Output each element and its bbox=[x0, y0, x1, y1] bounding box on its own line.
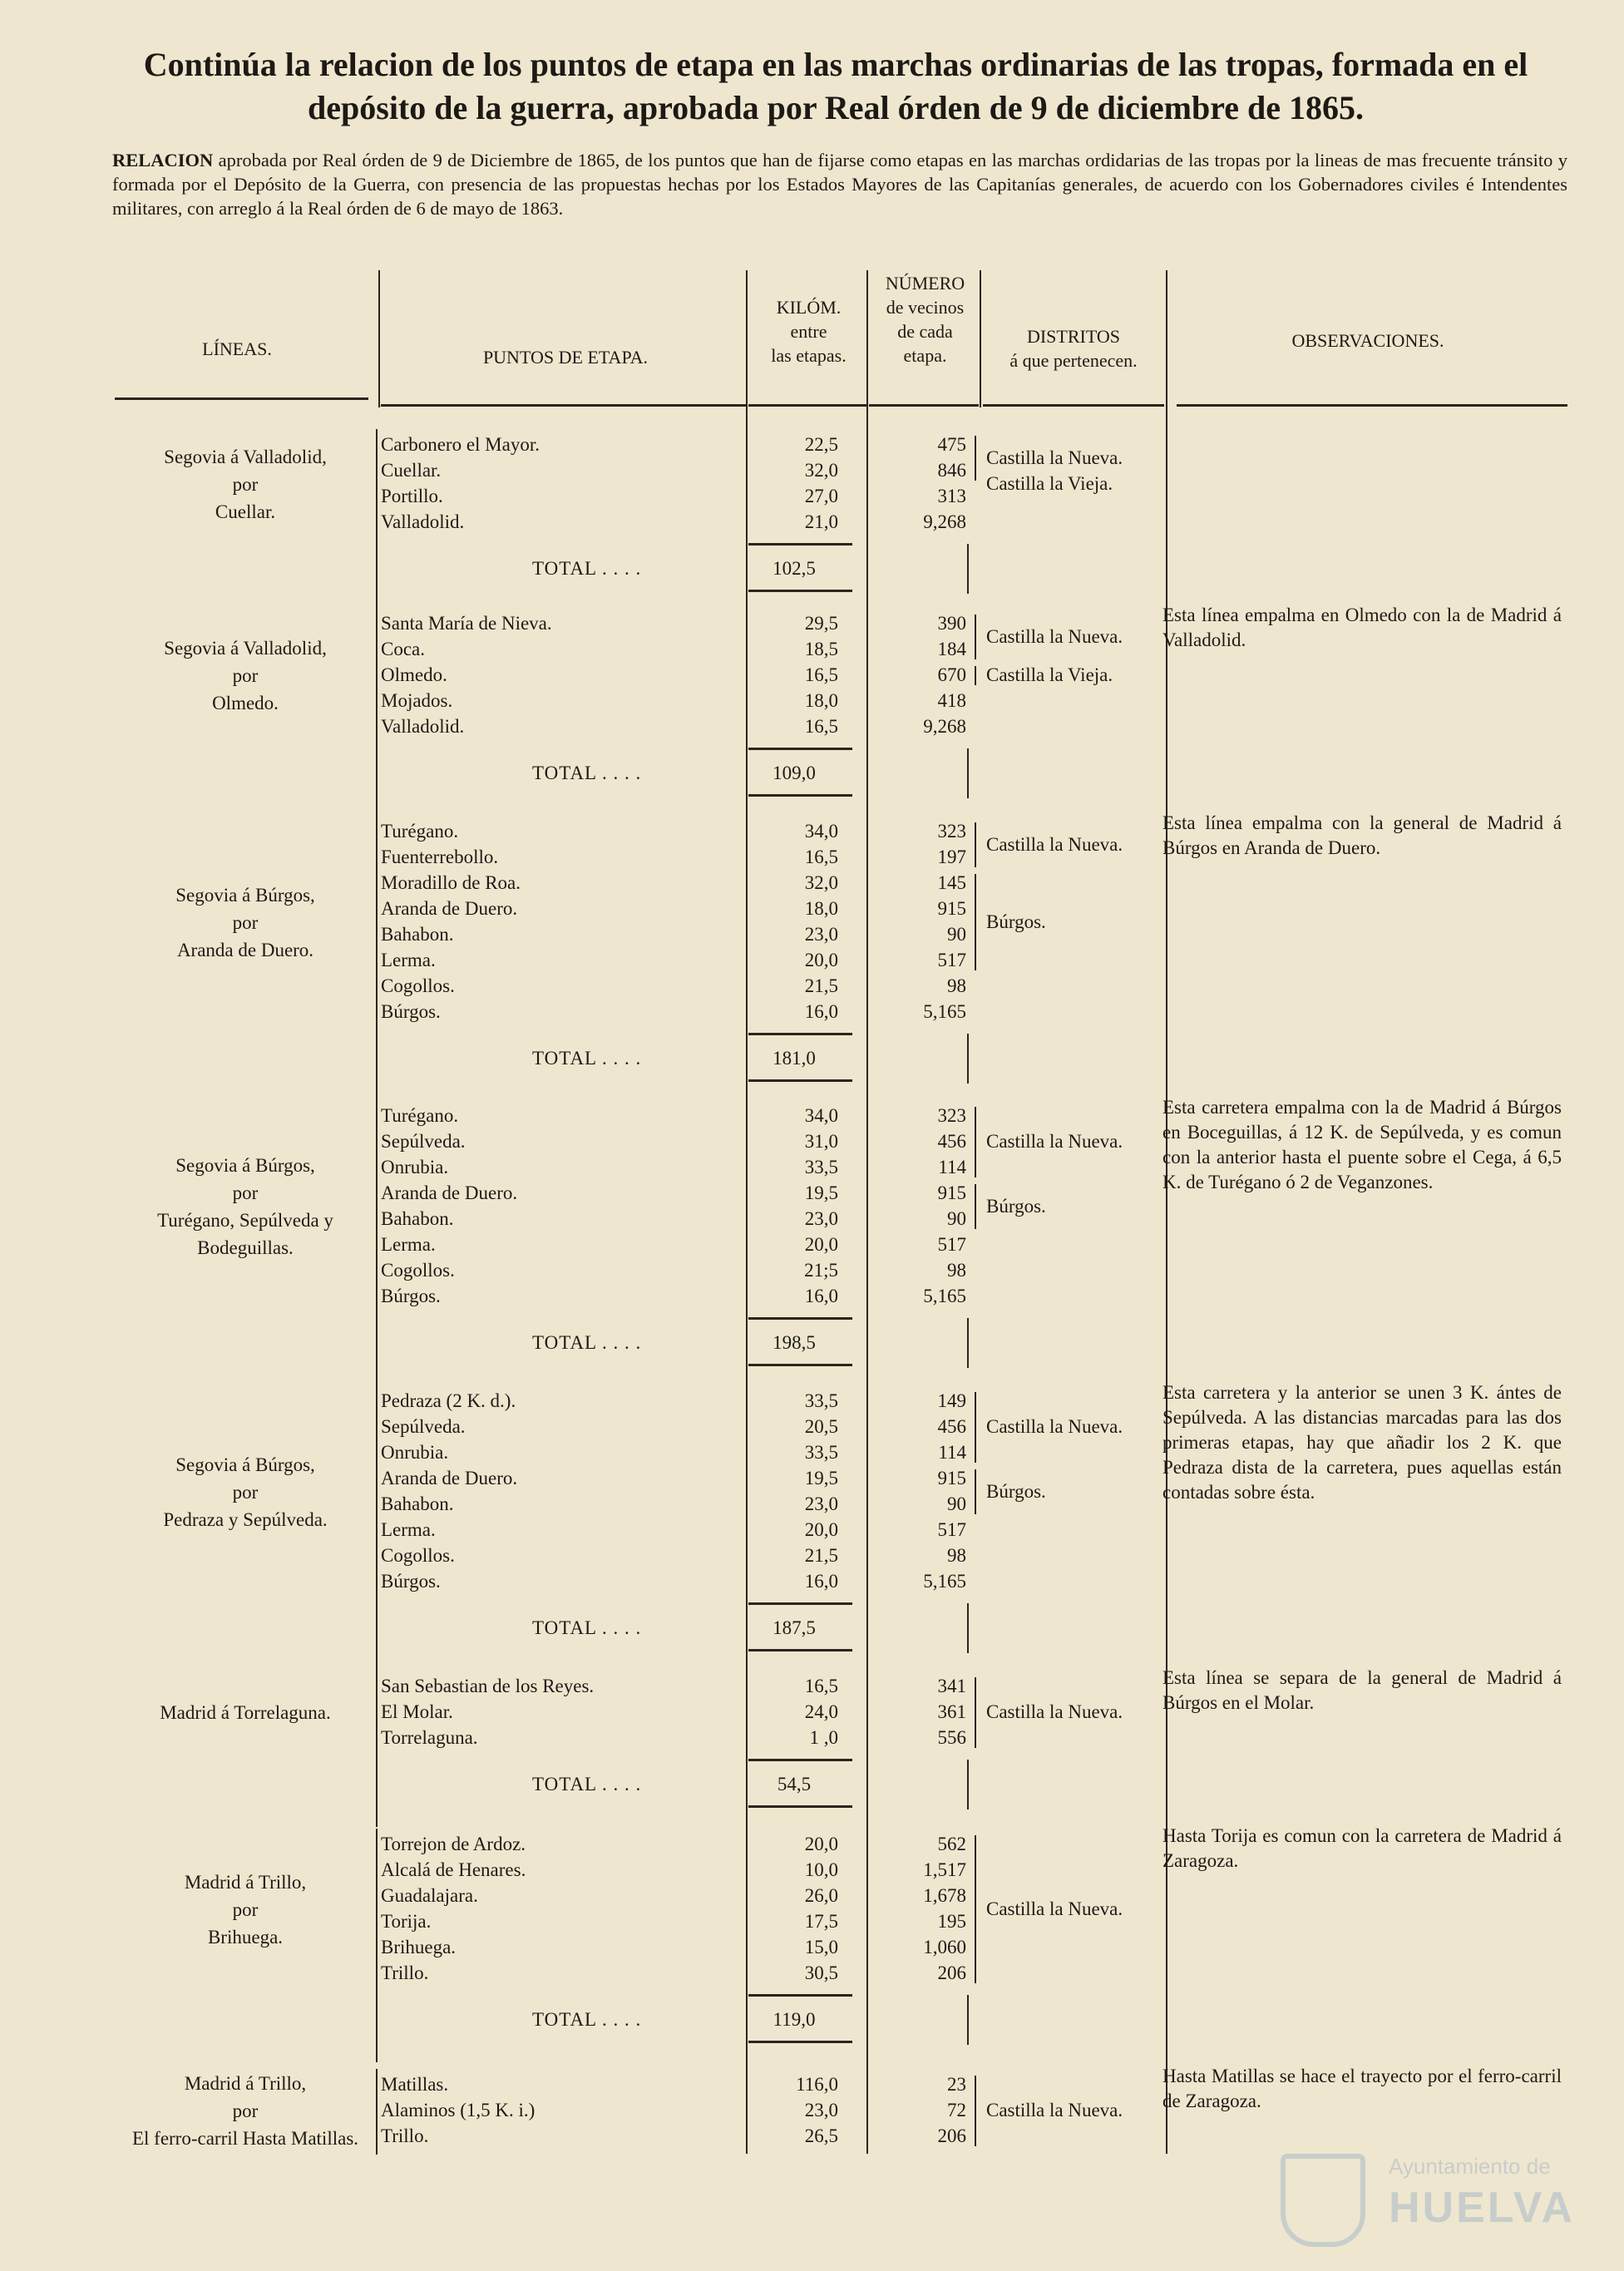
etapa-vecinos: 206 bbox=[937, 2125, 966, 2146]
line-name-part: Turégano, Sepúlveda y bbox=[157, 1210, 333, 1231]
total-rule-top bbox=[748, 1317, 852, 1320]
etapa-km: 23,0 bbox=[804, 1493, 838, 1514]
line-name-part: Segovia á Búrgos, bbox=[175, 1155, 315, 1176]
etapa-km: 21,5 bbox=[804, 1545, 838, 1566]
district-name: Búrgos. bbox=[986, 911, 1046, 932]
etapa-point: Búrgos. bbox=[381, 1571, 441, 1592]
etapa-vecinos: 313 bbox=[937, 486, 966, 506]
total-value: 119,0 bbox=[773, 2009, 816, 2030]
etapa-point: Torija. bbox=[381, 1911, 432, 1932]
district-brace bbox=[975, 1677, 976, 1748]
total-rule-bottom bbox=[748, 1649, 852, 1651]
etapa-vecinos: 517 bbox=[937, 950, 966, 970]
etapa-vecinos: 1,517 bbox=[923, 1859, 966, 1880]
district-brace bbox=[975, 1392, 976, 1463]
etapa-km: 23,0 bbox=[804, 2100, 838, 2120]
header-rule-num bbox=[869, 404, 979, 407]
etapa-km: 34,0 bbox=[804, 821, 838, 842]
etapa-km: 20,0 bbox=[804, 1519, 838, 1540]
etapa-km: 16,5 bbox=[804, 664, 838, 685]
header-dist-line1: DISTRITOS bbox=[1026, 326, 1121, 347]
etapa-point: Sepúlveda. bbox=[381, 1416, 466, 1437]
line-name bbox=[108, 1869, 383, 1951]
etapa-point: Torrejon de Ardoz. bbox=[381, 1834, 526, 1854]
etapa-vecinos: 390 bbox=[937, 613, 966, 634]
etapa-vecinos: 90 bbox=[947, 924, 966, 945]
observation-text: Esta carretera y la anterior se unen 3 K. ántes de Sepúlveda. A las distancias marcadas para las dos primeras etapas, hay que añadir los 2 K. que Pedraza dista de la carretera, pues aquellas están contadas sobre ésta. bbox=[1162, 1382, 1562, 1503]
header-dist-line2: á que pertenecen. bbox=[1009, 350, 1138, 371]
district-brace bbox=[975, 1184, 976, 1229]
etapa-km: 19,5 bbox=[804, 1468, 838, 1488]
line-name-part: Madrid á Trillo, bbox=[184, 1871, 307, 1893]
etapa-vecinos: 114 bbox=[938, 1157, 966, 1177]
line-name bbox=[108, 443, 383, 526]
district-brace bbox=[975, 666, 976, 685]
etapa-point: Aranda de Duero. bbox=[381, 1468, 518, 1488]
etapa-point: Lerma. bbox=[381, 1519, 436, 1540]
observation-text: Hasta Matillas se hace el trayecto por el ferro-carril de Zaragoza. bbox=[1162, 2066, 1562, 2111]
line-name-part: por bbox=[232, 665, 259, 686]
total-label: TOTAL . . . . bbox=[532, 1617, 642, 1638]
line-name-part: Segovia á Valladolid, bbox=[164, 446, 327, 467]
etapa-point: Coca. bbox=[381, 639, 426, 659]
etapa-vecinos: 5,165 bbox=[923, 1001, 966, 1022]
line-name-part: Segovia á Búrgos, bbox=[175, 884, 315, 906]
etapa-km: 32,0 bbox=[804, 872, 838, 893]
etapa-km: 33,5 bbox=[804, 1442, 838, 1463]
header-km bbox=[748, 295, 869, 368]
etapa-point: Cogollos. bbox=[381, 975, 455, 996]
total-label: TOTAL . . . . bbox=[532, 1048, 642, 1069]
line-name-part: por bbox=[232, 473, 259, 495]
etapa-km: 18,5 bbox=[804, 639, 838, 659]
points-bracket bbox=[376, 1385, 378, 1671]
header-rule-lineas bbox=[115, 397, 368, 400]
etapa-vecinos: 72 bbox=[947, 2100, 966, 2120]
etapa-point: El Molar. bbox=[381, 1701, 453, 1722]
etapa-km: 15,0 bbox=[804, 1937, 838, 1958]
total-rule-bottom bbox=[748, 1805, 852, 1808]
line-name-part: Madrid á Trillo, bbox=[184, 2073, 307, 2094]
line-name-part: El ferro-carril Hasta Matillas. bbox=[131, 2128, 359, 2149]
observation-text: Hasta Torija es comun con la carretera de Madrid á Zaragoza. bbox=[1162, 1825, 1562, 1871]
total-value: 102,5 bbox=[773, 558, 816, 579]
total-value: 181,0 bbox=[773, 1048, 816, 1069]
line-name-part: Pedraza y Sepúlveda. bbox=[163, 1508, 328, 1530]
etapa-km: 16,5 bbox=[804, 716, 838, 737]
total-rule-top bbox=[748, 543, 852, 546]
line-name-part: por bbox=[232, 1182, 259, 1203]
etapa-point: Trillo. bbox=[381, 2125, 429, 2146]
district-brace bbox=[975, 436, 976, 481]
etapa-vecinos: 195 bbox=[937, 1911, 966, 1932]
etapa-km: 16,5 bbox=[804, 1676, 838, 1696]
etapa-vecinos: 9,268 bbox=[923, 716, 966, 737]
etapa-point: Valladolid. bbox=[381, 511, 465, 532]
district-name: Castilla la Nueva. bbox=[986, 1416, 1123, 1437]
etapa-km: 30,5 bbox=[804, 1962, 838, 1983]
etapa-km: 10,0 bbox=[804, 1859, 838, 1880]
total-rule-bottom bbox=[748, 590, 852, 592]
etapa-point: Cogollos. bbox=[381, 1545, 455, 1566]
etapa-km: 20,0 bbox=[804, 1234, 838, 1255]
line-name-part: Aranda de Duero. bbox=[176, 939, 314, 960]
etapa-vecinos: 323 bbox=[937, 821, 966, 842]
intro-paragraph bbox=[112, 148, 1567, 220]
etapa-point: Trillo. bbox=[381, 1962, 429, 1983]
total-rule-top bbox=[748, 1759, 852, 1761]
etapa-km: 24,0 bbox=[804, 1701, 838, 1722]
district-name: Castilla la Nueva. bbox=[986, 625, 1123, 647]
total-mark bbox=[967, 748, 969, 798]
total-rule-top bbox=[748, 1602, 852, 1605]
etapa-km: 17,5 bbox=[804, 1911, 838, 1932]
etapa-km: 33,5 bbox=[804, 1390, 838, 1411]
header-rule-km bbox=[748, 404, 866, 407]
watermark bbox=[1281, 2150, 1576, 2241]
page-title: Continúa la relacion de los puntos de etapa en las marchas ordinarias de las tropas, formada en el depósito de la guerra, aprobada por Real órden de 9 de diciembre de 1865. bbox=[143, 46, 1528, 126]
etapa-km: 18,0 bbox=[804, 898, 838, 919]
total-value: 54,5 bbox=[777, 1774, 812, 1795]
intro-lead: RELACION bbox=[112, 150, 214, 170]
total-mark bbox=[967, 544, 969, 594]
etapa-point: Búrgos. bbox=[381, 1286, 441, 1306]
total-value: 187,5 bbox=[773, 1617, 816, 1638]
etapa-km: 21,0 bbox=[804, 511, 838, 532]
line-name bbox=[108, 1451, 383, 1533]
etapa-vecinos: 23 bbox=[947, 2074, 966, 2095]
header-num bbox=[869, 271, 981, 368]
etapa-point: Cuellar. bbox=[381, 460, 442, 481]
total-label: TOTAL . . . . bbox=[532, 1774, 642, 1795]
line-name-part: por bbox=[232, 2101, 259, 2121]
observation-text: Esta línea se separa de la general de Madrid á Búrgos en el Molar. bbox=[1162, 1667, 1562, 1713]
district-name: Castilla la Nueva. bbox=[986, 447, 1123, 468]
etapa-point: Onrubia. bbox=[381, 1442, 449, 1463]
etapa-vecinos: 517 bbox=[937, 1234, 966, 1255]
etapa-km: 18,0 bbox=[804, 690, 838, 711]
etapa-km: 34,0 bbox=[804, 1105, 838, 1126]
etapa-point: Aranda de Duero. bbox=[381, 898, 518, 919]
etapa-vecinos: 361 bbox=[937, 1701, 966, 1722]
district-brace bbox=[975, 1469, 976, 1514]
etapa-point: Olmedo. bbox=[381, 664, 447, 685]
district-brace bbox=[975, 874, 976, 970]
etapa-km: 21,5 bbox=[804, 975, 838, 996]
district-name: Búrgos. bbox=[986, 1195, 1046, 1217]
line-name-part: Cuellar. bbox=[215, 501, 276, 522]
observation-text: Esta línea empalma en Olmedo con la de Madrid á Valladolid. bbox=[1162, 605, 1562, 650]
total-label: TOTAL . . . . bbox=[532, 558, 642, 579]
etapa-point: Turégano. bbox=[381, 1105, 459, 1126]
etapa-vecinos: 5,165 bbox=[923, 1286, 966, 1306]
etapa-point: Bahabon. bbox=[381, 924, 454, 945]
district-brace bbox=[975, 1107, 976, 1177]
etapa-point: Turégano. bbox=[381, 821, 459, 842]
total-mark bbox=[967, 1034, 969, 1084]
points-bracket bbox=[376, 1671, 378, 1827]
etapa-km: 31,0 bbox=[804, 1131, 838, 1152]
header-puntos: PUNTOS DE ETAPA. bbox=[482, 347, 649, 368]
line-name-part: por bbox=[232, 1481, 259, 1503]
line-name-part: Madrid á Torrelaguna. bbox=[160, 1702, 331, 1723]
etapa-vecinos: 90 bbox=[947, 1208, 966, 1229]
etapa-km: 23,0 bbox=[804, 1208, 838, 1229]
district-name: Castilla la Nueva. bbox=[986, 1131, 1123, 1152]
etapa-vecinos: 323 bbox=[937, 1105, 966, 1126]
etapa-point: Aranda de Duero. bbox=[381, 1182, 518, 1203]
etapa-vecinos: 915 bbox=[937, 898, 966, 919]
etapa-km: 21;5 bbox=[804, 1260, 838, 1281]
district-name: Castilla la Nueva. bbox=[986, 1701, 1123, 1722]
etapa-point: Portillo. bbox=[381, 486, 443, 506]
etapa-point: Pedraza (2 K. d.). bbox=[381, 1390, 516, 1411]
etapa-km: 27,0 bbox=[804, 486, 838, 506]
total-label: TOTAL . . . . bbox=[532, 1332, 642, 1353]
etapa-vecinos: 418 bbox=[937, 690, 966, 711]
header-km-line2: entre bbox=[790, 321, 827, 342]
etapa-point: Santa María de Nieva. bbox=[381, 613, 552, 634]
etapa-vecinos: 915 bbox=[937, 1182, 966, 1203]
district-name: Castilla la Nueva. bbox=[986, 833, 1123, 855]
etapa-vecinos: 9,268 bbox=[923, 511, 966, 532]
total-rule-top bbox=[748, 1994, 852, 1997]
observation-text: Esta carretera empalma con la de Madrid á Búrgos en Boceguillas, á 12 K. de Sepúlveda, y es comun con la anterior hasta el puente sobre el Cega, á 6,5 K. de Turégano ó 2 de Veganzones. bbox=[1162, 1097, 1562, 1192]
shield-icon bbox=[1281, 2154, 1365, 2247]
total-rule-top bbox=[748, 1033, 852, 1035]
etapa-vecinos: 145 bbox=[937, 872, 966, 893]
points-bracket bbox=[376, 1829, 378, 2062]
line-name-part: por bbox=[232, 911, 259, 933]
etapa-point: Fuenterrebollo. bbox=[381, 847, 499, 867]
col-divider-4 bbox=[980, 270, 981, 407]
etapa-vecinos: 206 bbox=[937, 1962, 966, 1983]
etapa-vecinos: 98 bbox=[947, 1545, 966, 1566]
header-dist bbox=[983, 324, 1164, 373]
intro-text: aprobada por Real órden de 9 de Diciembre de 1865, de los puntos que han de fijarse como etapas en las marchas ordidarias de las tropas por la lineas de mas frecuente tránsito y formada por el Depósito de la Guerra, con presencia de las propuestas hechas por los Estados Mayores de las Capitanías generales, de acuerdo con los Gobernadores civiles é Intendentes militares, con arreglo á la Real órden de 6 de mayo de 1863. bbox=[112, 150, 1567, 219]
etapa-vecinos: 915 bbox=[937, 1468, 966, 1488]
etapa-vecinos: 114 bbox=[938, 1442, 966, 1463]
header-km-line1: KILÓM. bbox=[776, 297, 842, 318]
watermark-line2: HUELVA bbox=[1389, 2184, 1576, 2232]
etapa-point: Cogollos. bbox=[381, 1260, 455, 1281]
etapa-vecinos: 90 bbox=[947, 1493, 966, 1514]
header-km-line3: las etapas. bbox=[771, 345, 847, 366]
etapa-vecinos: 5,165 bbox=[923, 1571, 966, 1592]
header-obs: OBSERVACIONES. bbox=[1291, 330, 1444, 351]
header-num-line1: NÚMERO bbox=[885, 273, 965, 294]
district-name: Castilla la Nueva. bbox=[986, 1898, 1123, 1919]
etapa-km: 19,5 bbox=[804, 1182, 838, 1203]
total-value: 109,0 bbox=[773, 763, 816, 783]
etapa-vecinos: 517 bbox=[937, 1519, 966, 1540]
line-name-part: por bbox=[232, 1898, 259, 1920]
district-name: Castilla la Vieja. bbox=[986, 664, 1113, 685]
etapa-point: Lerma. bbox=[381, 1234, 436, 1255]
etapa-km: 20,5 bbox=[804, 1416, 838, 1437]
line-name-part: Brihuega. bbox=[207, 1926, 284, 1948]
line-name-part: Olmedo. bbox=[212, 693, 279, 713]
etapa-vecinos: 197 bbox=[937, 847, 966, 867]
total-label: TOTAL . . . . bbox=[532, 763, 642, 783]
etapa-point: Carbonero el Mayor. bbox=[381, 434, 540, 455]
etapa-km: 22,5 bbox=[804, 434, 838, 455]
etapa-vecinos: 456 bbox=[937, 1416, 966, 1437]
header-rule-puntos bbox=[381, 404, 747, 407]
etapa-vecinos: 184 bbox=[937, 639, 966, 659]
total-rule-top bbox=[748, 748, 852, 750]
line-name bbox=[108, 1699, 383, 1726]
etapa-km: 16,0 bbox=[804, 1571, 838, 1592]
etapa-vecinos: 98 bbox=[947, 1260, 966, 1281]
etapa-km: 1 ,0 bbox=[809, 1727, 838, 1748]
etapa-vecinos: 1,678 bbox=[923, 1885, 966, 1906]
header-rule-obs bbox=[1177, 404, 1567, 407]
total-rule-bottom bbox=[748, 1079, 852, 1082]
etapa-point: Matillas. bbox=[381, 2074, 449, 2095]
total-rule-bottom bbox=[748, 794, 852, 797]
header-rule-dist bbox=[983, 404, 1164, 407]
total-rule-bottom bbox=[748, 2041, 852, 2043]
etapa-point: Brihuega. bbox=[381, 1937, 457, 1958]
etapa-km: 20,0 bbox=[804, 1834, 838, 1854]
etapa-vecinos: 456 bbox=[937, 1131, 966, 1152]
watermark-line1: Ayuntamiento de bbox=[1389, 2154, 1551, 2179]
header-lineas: LÍNEAS. bbox=[202, 338, 272, 359]
etapa-point: Guadalajara. bbox=[381, 1885, 478, 1906]
etapa-vecinos: 1,060 bbox=[923, 1937, 966, 1958]
observation-text: Esta línea empalma con la general de Madrid á Búrgos en Aranda de Duero. bbox=[1162, 812, 1562, 858]
etapa-km: 33,5 bbox=[804, 1157, 838, 1177]
etapa-vecinos: 556 bbox=[937, 1727, 966, 1748]
total-value: 198,5 bbox=[773, 1332, 816, 1353]
etapa-point: Sepúlveda. bbox=[381, 1131, 466, 1152]
col-divider-1 bbox=[378, 270, 380, 407]
etapa-vecinos: 562 bbox=[937, 1834, 966, 1854]
etapa-vecinos: 846 bbox=[937, 460, 966, 481]
total-mark bbox=[967, 1318, 969, 1368]
etapa-point: Lerma. bbox=[381, 950, 436, 970]
points-bracket bbox=[376, 2069, 378, 2155]
district-brace bbox=[975, 1835, 976, 1983]
line-name bbox=[108, 2070, 383, 2152]
line-name bbox=[108, 1152, 383, 1261]
district-brace bbox=[975, 822, 976, 867]
points-bracket bbox=[376, 816, 378, 1101]
etapa-vecinos: 149 bbox=[937, 1390, 966, 1411]
etapa-km: 26,0 bbox=[804, 1885, 838, 1906]
etapa-vecinos: 341 bbox=[937, 1676, 966, 1696]
etapa-km: 16,5 bbox=[804, 847, 838, 867]
points-bracket bbox=[376, 608, 378, 816]
etapa-vecinos: 98 bbox=[947, 975, 966, 996]
etapa-point: Alcalá de Henares. bbox=[381, 1859, 526, 1880]
etapa-point: Torrelaguna. bbox=[381, 1727, 478, 1748]
total-mark bbox=[967, 1995, 969, 2045]
etapa-km: 32,0 bbox=[804, 460, 838, 481]
total-label: TOTAL . . . . bbox=[532, 2009, 642, 2030]
etapa-km: 116,0 bbox=[796, 2074, 838, 2095]
etapa-km: 26,5 bbox=[804, 2125, 838, 2146]
etapa-km: 20,0 bbox=[804, 950, 838, 970]
etapa-point: Mojados. bbox=[381, 690, 453, 711]
district-name: Castilla la Vieja. bbox=[986, 472, 1113, 494]
etapa-point: Bahabon. bbox=[381, 1493, 454, 1514]
etapa-point: Búrgos. bbox=[381, 1001, 441, 1022]
line-name-part: Segovia á Valladolid, bbox=[164, 638, 327, 659]
etapa-vecinos: 475 bbox=[937, 434, 966, 455]
line-name-part: Bodeguillas. bbox=[197, 1237, 294, 1258]
etapa-point: Valladolid. bbox=[381, 716, 465, 737]
etapa-km: 16,0 bbox=[804, 1286, 838, 1306]
etapa-point: San Sebastian de los Reyes. bbox=[381, 1676, 595, 1696]
line-name-part: Segovia á Búrgos, bbox=[175, 1454, 315, 1475]
points-bracket bbox=[376, 1100, 378, 1385]
header-num-line4: etapa. bbox=[903, 345, 947, 366]
district-name: Castilla la Nueva. bbox=[986, 2100, 1123, 2120]
district-name: Búrgos. bbox=[986, 1480, 1046, 1502]
etapa-km: 23,0 bbox=[804, 924, 838, 945]
etapa-km: 29,5 bbox=[804, 613, 838, 634]
points-bracket bbox=[376, 429, 378, 611]
line-name bbox=[108, 634, 383, 717]
district-brace bbox=[975, 2076, 976, 2146]
total-mark bbox=[967, 1603, 969, 1653]
etapa-point: Alaminos (1,5 K. i.) bbox=[381, 2100, 536, 2120]
etapa-vecinos: 670 bbox=[937, 664, 966, 685]
etapa-km: 16,0 bbox=[804, 1001, 838, 1022]
total-mark bbox=[967, 1760, 969, 1809]
etapa-point: Onrubia. bbox=[381, 1157, 449, 1177]
etapa-point: Bahabon. bbox=[381, 1208, 454, 1229]
total-rule-bottom bbox=[748, 1364, 852, 1366]
header-num-line3: de cada bbox=[897, 321, 953, 342]
etapa-point: Moradillo de Roa. bbox=[381, 872, 521, 893]
district-brace bbox=[975, 615, 976, 659]
header-num-line2: de vecinos bbox=[886, 297, 965, 318]
line-name bbox=[108, 881, 383, 964]
